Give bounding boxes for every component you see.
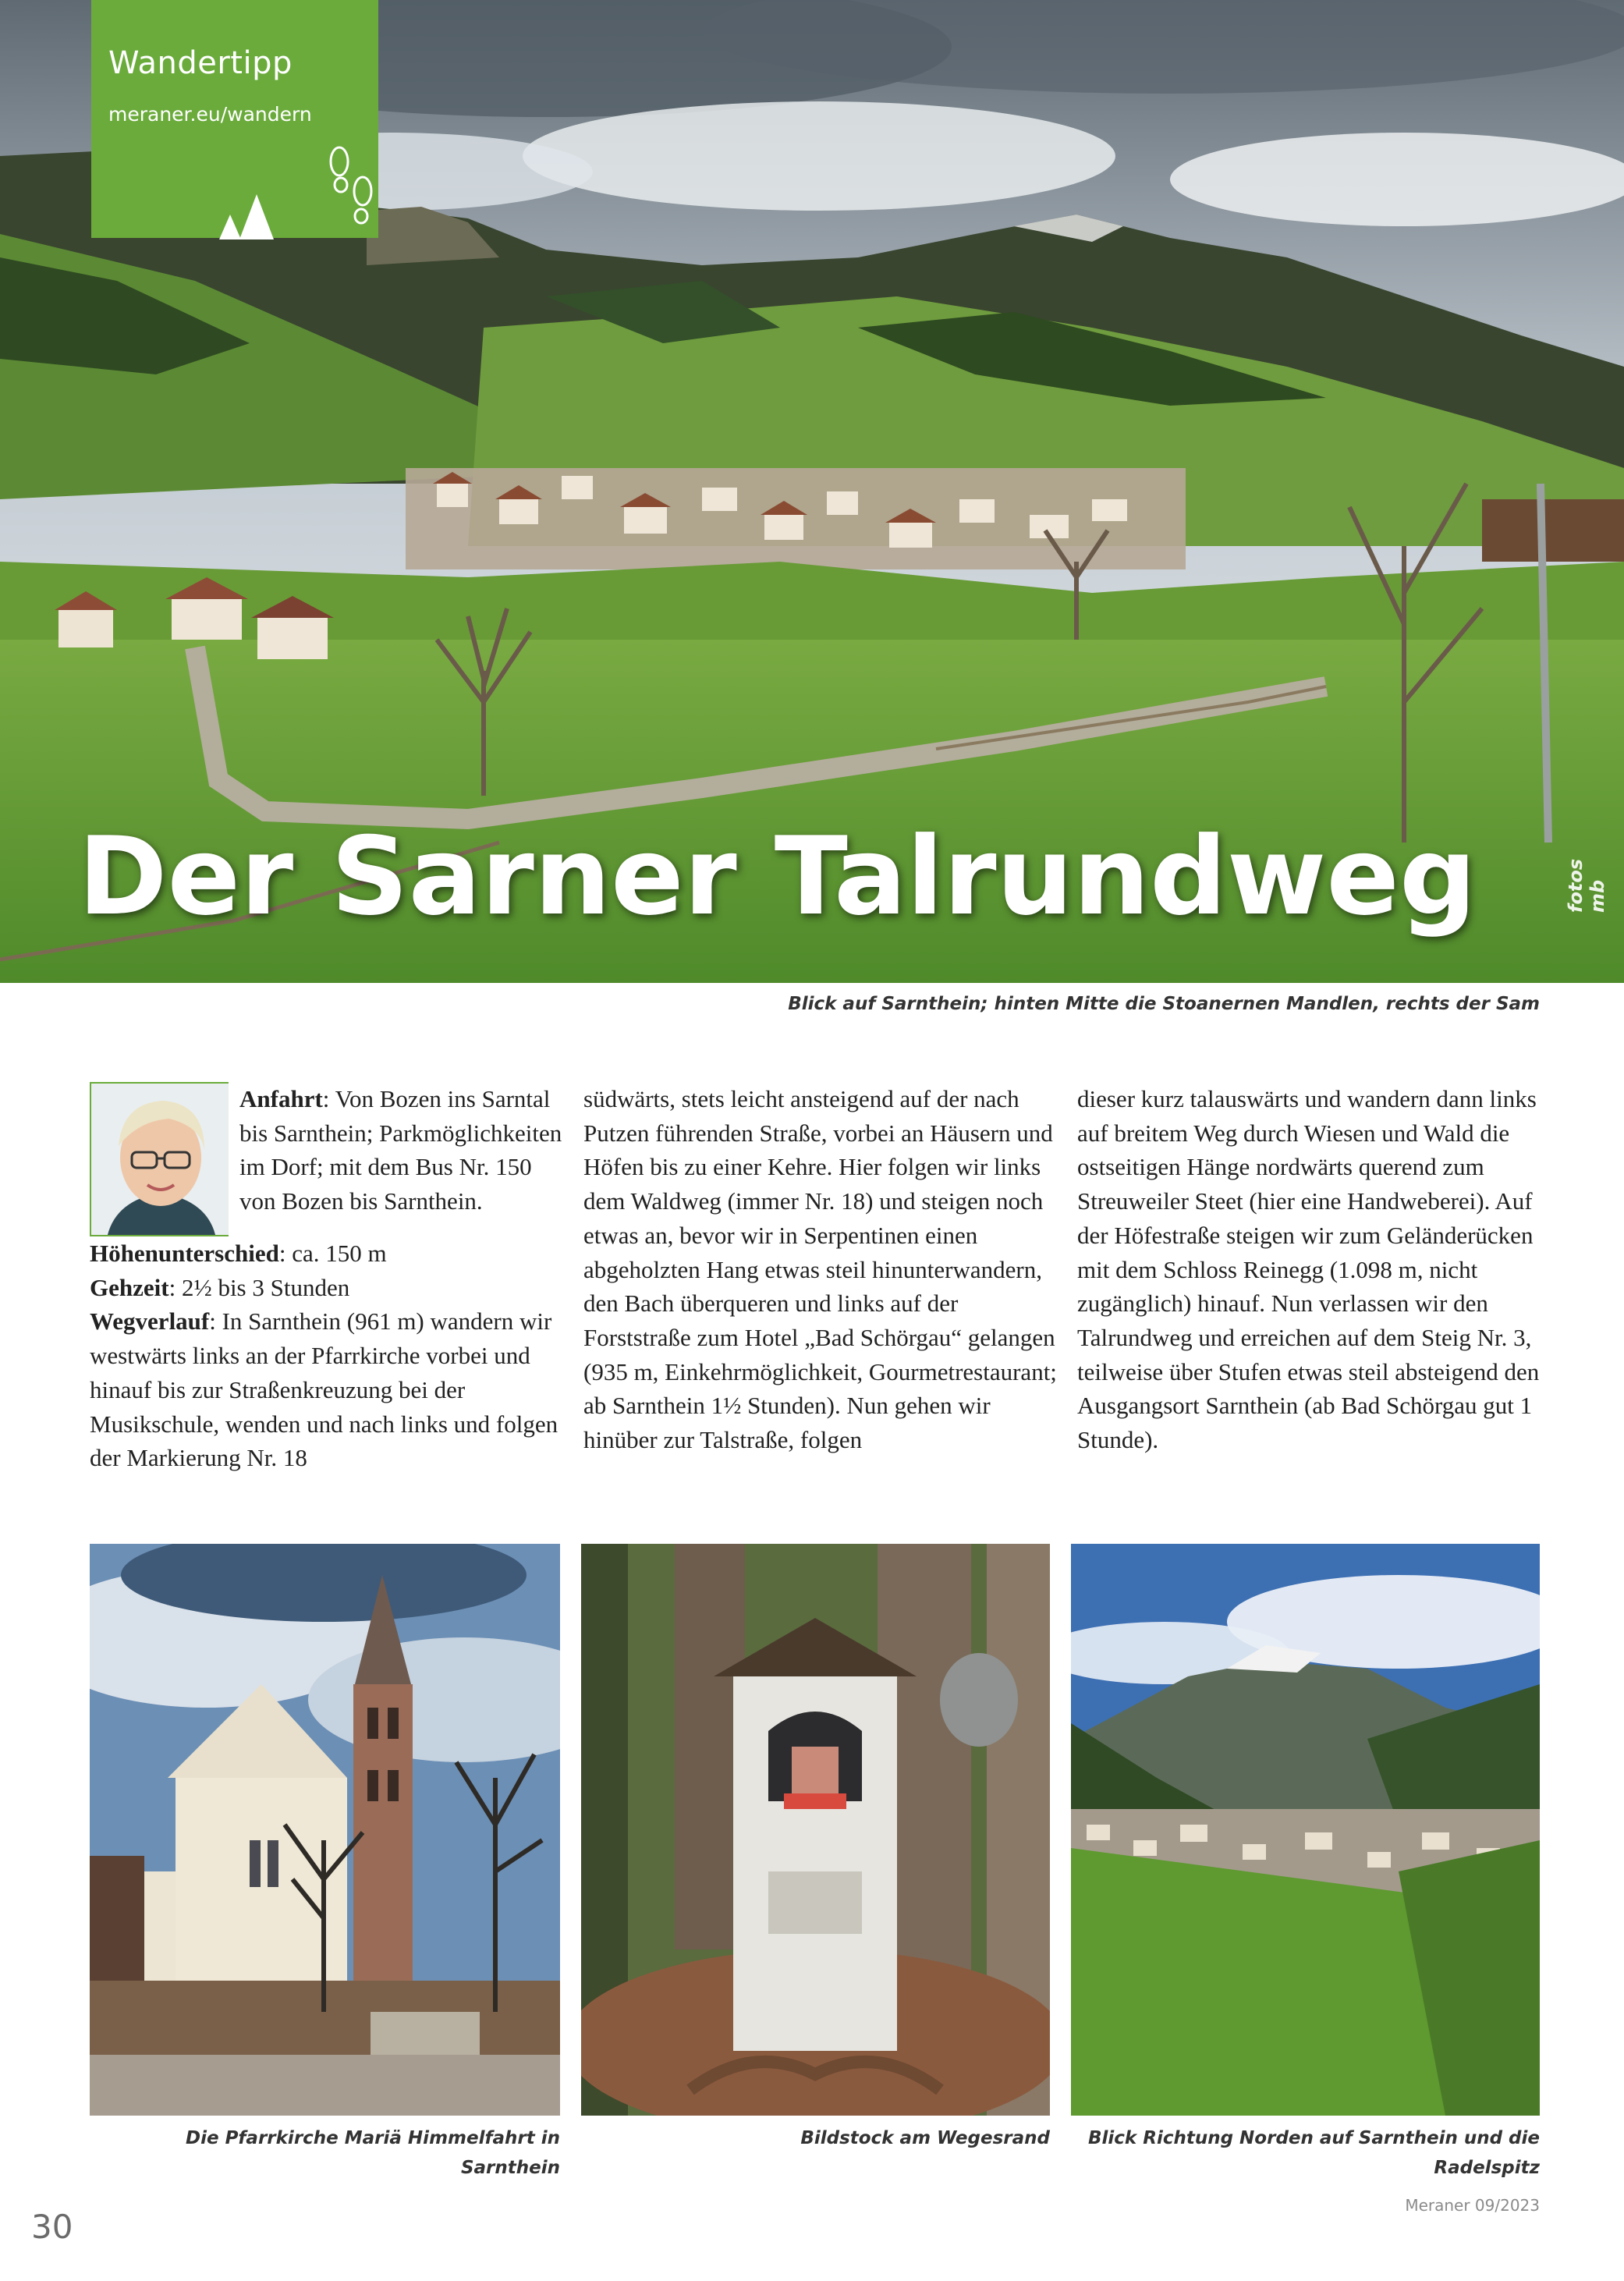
wegverlauf-text: : In Sarnthein (961 m) wandern wir westwärts links an der Pfarrkirche vorbei und hinauf bis zur Straßenkreuzung bei der Musikschule, wenden und nach links und folgen der Markierung Nr. 18: [90, 1307, 558, 1472]
page-number: 30: [31, 2208, 73, 2246]
valley-photo-caption: Blick Richtung Norden auf Sarnthein und die Radelspitz: [1088, 2128, 1540, 2178]
anfahrt-label: Anfahrt: [239, 1085, 323, 1112]
church-photo: [90, 1544, 560, 2116]
shrine-photo-caption: Bildstock am Wegesrand: [800, 2128, 1050, 2148]
fir-trees-icon: [216, 191, 278, 261]
column-2-paragraph: südwärts, stets leicht ansteigend auf der nach Putzen führenden Straße, vorbei an Häusern und Höfen bis zu einer Kehre. Hier folgen wir links dem Waldweg (immer Nr. 18) und steigen noch etwas an, bevor wir in Serpentinen einen abgeholzten Hang etwas steil hinunterwandern, den Bach überqueren und links auf der Forststraße zum Hotel „Bad Schörgau“ gelangen (935 m, Einkehrmöglichkeit, Gourmetrestaurant; ab Sarnthein 1½ Stunden). Nun gehen wir hinüber zur Talstraße, folgen: [583, 1085, 1057, 1454]
hero-image: [0, 0, 1624, 983]
text-column-3: [1077, 1082, 1553, 1457]
gehzeit-label: Gehzeit: [90, 1273, 169, 1301]
photo-credit: fotos mb: [1565, 858, 1608, 913]
column-3-paragraph: dieser kurz talauswärts und wandern dann links auf breitem Weg durch Wiesen und Wald die ostseitigen Hänge nordwärts querend zum Streuweiler Steet (hier eine Handweberei). Auf der Höfestraße steigen wir zum Geländerücken mit dem Schloss Reinegg (1.098 m, nicht zugänglich) hinauf. Nun verlassen wir den Talrundweg und erreichen auf dem Steig Nr. 3, teilweise über Stufen etwas steil absteigend den Ausgangsort Sarnthein (ab Bad Schörgau gut 1 Stunde).: [1077, 1085, 1540, 1454]
hero-caption: Blick auf Sarnthein; hinten Mitte die Stoanernen Mandlen, rechts der Sam: [788, 994, 1540, 1014]
wandertipp-tag: [91, 0, 378, 238]
text-column-2: [583, 1082, 1059, 1457]
wayside-shrine-photo: [581, 1544, 1050, 2116]
valley-view-photo: [1071, 1544, 1540, 2116]
hoehe-label: Höhenunterschied: [90, 1240, 279, 1267]
tag-url-link[interactable]: meraner.eu/wandern: [108, 103, 312, 126]
wegverlauf-label: Wegverlauf: [90, 1307, 210, 1336]
issue-label: Meraner 09/2023: [1405, 2196, 1540, 2215]
hoehe-text: : ca. 150 m: [278, 1240, 387, 1267]
church-photo-caption: Die Pfarrkirche Mariä Himmelfahrt in Sarnthein: [185, 2128, 560, 2178]
author-portrait: [90, 1082, 229, 1236]
anfahrt-text: : Von Bozen ins Sarntal bis Sarnthein; Parkmöglichkeiten im Dorf; mit dem Bus Nr. 150 von Bozen bis Sarnthein.: [239, 1085, 562, 1215]
text-column-1: [90, 1082, 566, 1475]
page-title: Der Sarner Talrundweg: [78, 814, 1477, 939]
footprints-icon: [325, 144, 380, 234]
tag-title: Wandertipp: [108, 45, 293, 81]
gehzeit-text: : 2½ bis 3 Stunden: [168, 1273, 350, 1301]
